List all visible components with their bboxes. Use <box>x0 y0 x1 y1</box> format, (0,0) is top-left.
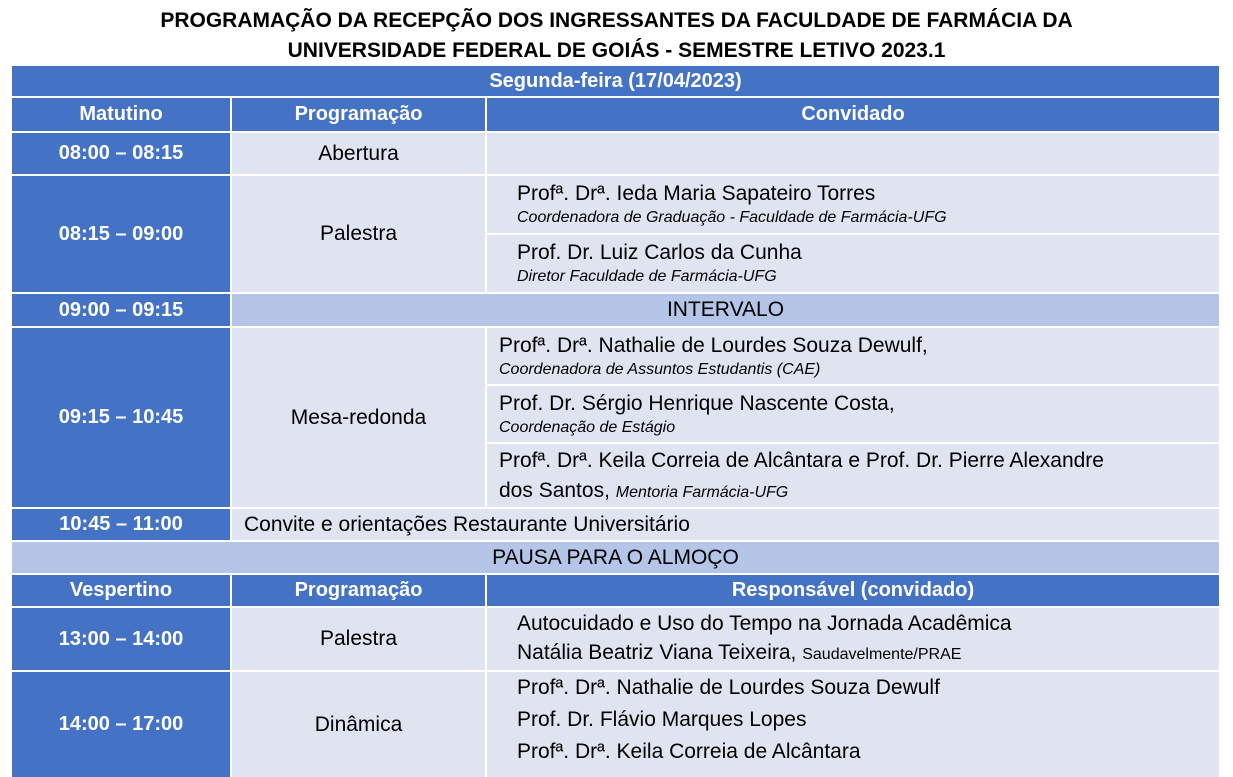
guest-name: Profª. Drª. Nathalie de Lourdes Souza Dewulf, <box>499 333 928 357</box>
guest-cell <box>487 235 1221 294</box>
guest-role: Mentoria Farmácia-UFG <box>615 483 789 501</box>
guest-name: Profª. Drª. Ieda Maria Sapateiro Torres <box>517 182 876 205</box>
break-cell: INTERVALO <box>232 294 1221 328</box>
time-cell: 09:15 – 10:45 <box>12 328 232 509</box>
guest-cell <box>487 444 1221 509</box>
lunch-row: PAUSA PARA O ALMOÇO <box>12 542 1221 575</box>
guest-role: Coordenação de Estágio <box>499 418 676 436</box>
guest-name: Prof. Dr. Flávio Marques Lopes <box>517 708 807 731</box>
time-cell: 08:00 – 08:15 <box>12 133 232 176</box>
speaker-line <box>517 638 1219 669</box>
guest-role: Coordenadora de Graduação - Faculdade de Farmácia-UFG <box>517 209 947 226</box>
time-cell: 09:00 – 09:15 <box>12 294 232 328</box>
guest-cell <box>487 608 1221 672</box>
guest-name-continued <box>499 476 1219 506</box>
guest-name: Profª. Drª. Keila Correia de Alcântara <box>517 740 861 763</box>
time-cell: 10:45 – 11:00 <box>12 509 232 542</box>
time-cell: 13:00 – 14:00 <box>12 608 232 672</box>
time-cell: 14:00 – 17:00 <box>12 672 232 777</box>
speaker-name: Natália Beatriz Viana Teixeira, <box>517 641 797 664</box>
page-title <box>0 6 1233 66</box>
guest-cell <box>487 386 1221 444</box>
guest-name: Profª. Drª. Nathalie de Lourdes Souza Dewulf <box>517 676 940 699</box>
guest-cell <box>487 176 1221 235</box>
program-cell: Abertura <box>232 133 487 176</box>
time-cell: 08:15 – 09:00 <box>12 176 232 294</box>
title-line-1: PROGRAMAÇÃO DA RECEPÇÃO DOS INGRESSANTES DA FACULDADE DE FARMÁCIA DA <box>160 9 1073 32</box>
header-programacao: Programação <box>232 98 487 133</box>
guest-cell <box>487 328 1221 386</box>
program-cell: Palestra <box>232 608 487 672</box>
guest-role: Coordenadora de Assuntos Estudantis (CAE) <box>499 360 821 378</box>
program-cell: Mesa-redonda <box>232 328 487 509</box>
guest-cell <box>487 672 1221 777</box>
invite-cell: Convite e orientações Restaurante Universitário <box>232 509 1221 542</box>
guest-name: Prof. Dr. Luiz Carlos da Cunha <box>517 241 802 264</box>
header-responsavel: Responsável (convidado) <box>487 575 1221 608</box>
schedule-table <box>12 66 1221 777</box>
talk-title: Autocuidado e Uso do Tempo na Jornada Acadêmica <box>517 612 1012 635</box>
guest-name: Profª. Drª. Keila Correia de Alcântara e Prof. Dr. Pierre Alexandre <box>499 448 1104 472</box>
program-cell: Palestra <box>232 176 487 294</box>
header-matutino: Matutino <box>12 98 232 133</box>
speaker-affiliation: Saudavelmente/PRAE <box>802 646 962 663</box>
header-vespertino: Vespertino <box>12 575 232 608</box>
guest-name: Prof. Dr. Sérgio Henrique Nascente Costa, <box>499 391 895 415</box>
header-programacao: Programação <box>232 575 487 608</box>
header-convidado: Convidado <box>487 98 1221 133</box>
program-cell: Dinâmica <box>232 672 487 777</box>
guest-cell-empty <box>487 133 1221 176</box>
guest-name-part: dos Santos, <box>499 478 610 502</box>
guest-role: Diretor Faculdade de Farmácia-UFG <box>517 268 777 285</box>
day-header: Segunda-feira (17/04/2023) <box>12 66 1221 98</box>
title-line-2: UNIVERSIDADE FEDERAL DE GOIÁS - SEMESTRE LETIVO 2023.1 <box>287 39 946 62</box>
